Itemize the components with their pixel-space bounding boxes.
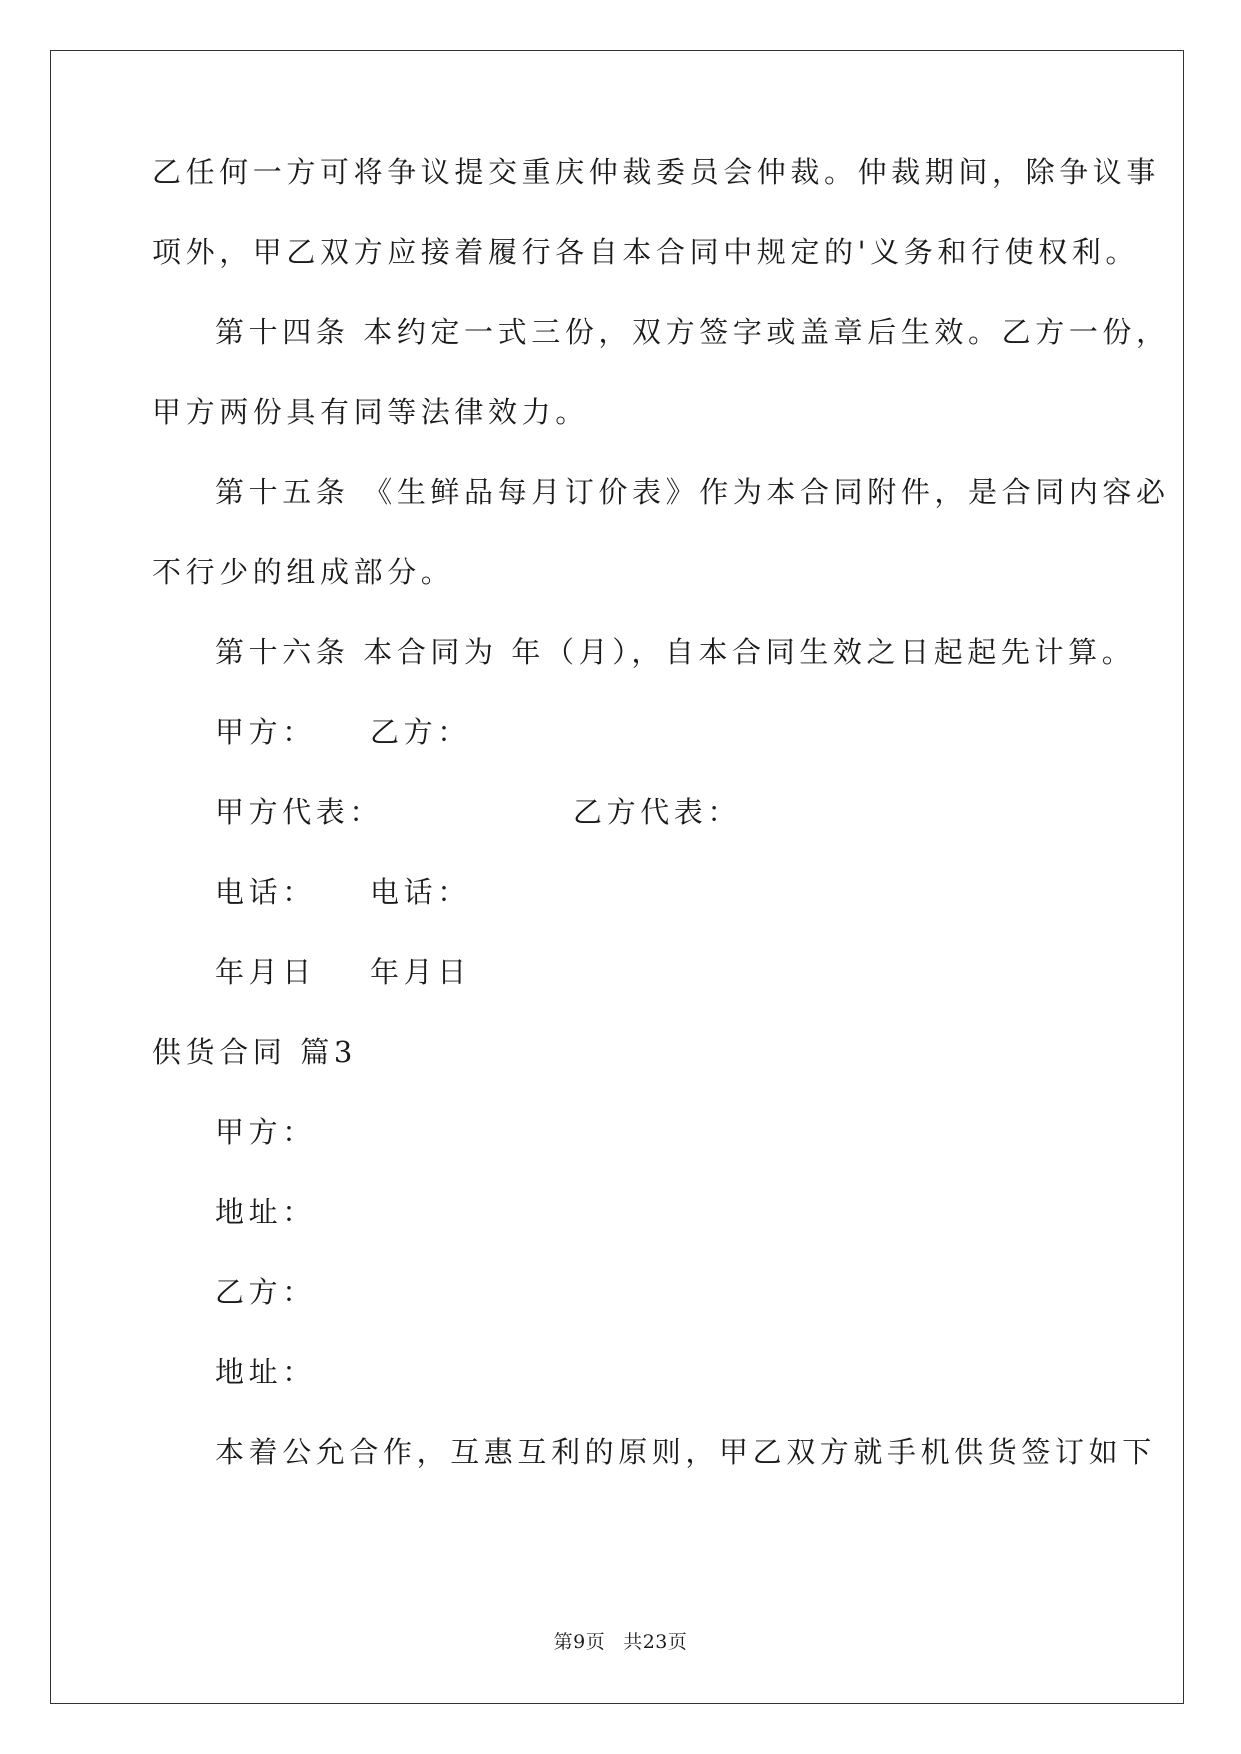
- party-a-label: 甲方：: [215, 715, 316, 749]
- party-a-date-label: 年月日: [215, 955, 316, 989]
- party-a-phone-label: 电话：: [215, 875, 316, 909]
- party-a-representative-label: 甲方代表：: [215, 795, 384, 829]
- body-line-1: 乙任何一方可将争议提交重庆仲裁委员会仲裁。仲裁期间，除争议事: [152, 155, 1161, 189]
- article-16-line: 第十六条 本合同为 年（月），自本合同生效之日起起先计算。: [215, 635, 1136, 669]
- party-b-representative-label: 乙方代表：: [573, 795, 742, 829]
- page-total: 共23页: [623, 1631, 688, 1653]
- section-party-b-address-label: 地址：: [215, 1355, 316, 1389]
- body-line-2: 项外，甲乙双方应接着履行各自本合同中规定的'义务和行使权利。: [152, 235, 1139, 269]
- party-b-phone-label: 电话：: [370, 875, 471, 909]
- party-b-label: 乙方：: [370, 715, 471, 749]
- page-footer: [0, 1630, 1241, 1654]
- page-number: 第9页: [553, 1631, 606, 1653]
- article-14-line-2: 甲方两份具有同等法律效力。: [152, 395, 589, 429]
- section-intro-line: 本着公允合作，互惠互利的原则，甲乙双方就手机供货签订如下: [215, 1435, 1156, 1469]
- section-party-b-label: 乙方：: [215, 1275, 316, 1309]
- section-party-a-label: 甲方：: [215, 1115, 316, 1149]
- section-party-a-address-label: 地址：: [215, 1195, 316, 1229]
- article-15-line-1: 第十五条 《生鲜品每月订价表》作为本合同附件，是合同内容必: [215, 475, 1170, 509]
- article-15-line-2: 不行少的组成部分。: [152, 555, 455, 589]
- article-14-line-1: 第十四条 本约定一式三份，双方签字或盖章后生效。乙方一份，: [215, 315, 1170, 349]
- section-heading: 供货合同 篇3: [152, 1035, 357, 1069]
- party-b-date-label: 年月日: [370, 955, 471, 989]
